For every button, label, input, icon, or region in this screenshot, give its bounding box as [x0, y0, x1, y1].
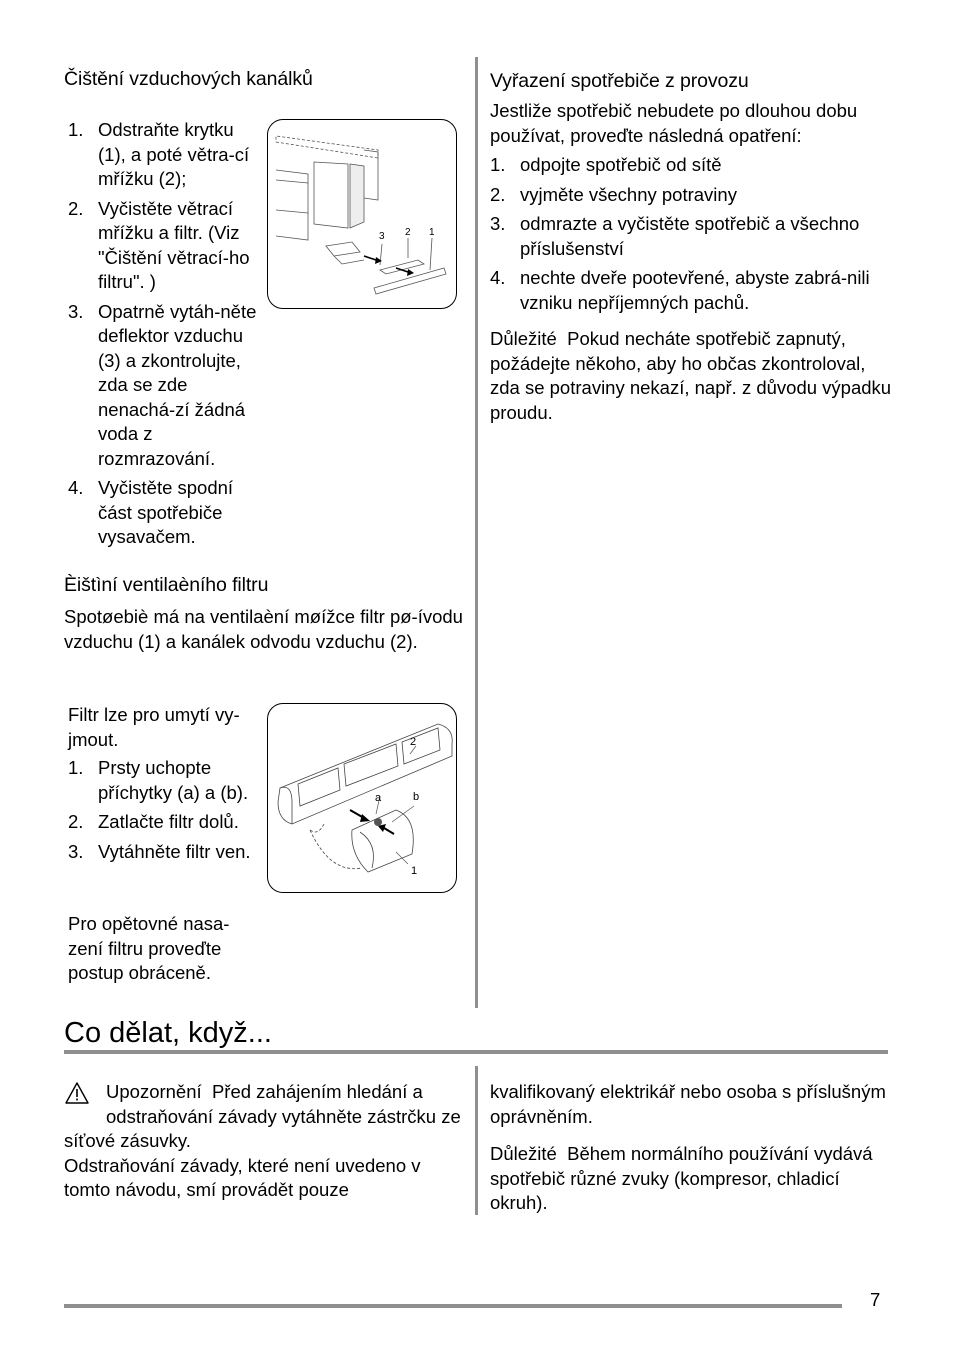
filter-figure [267, 703, 457, 893]
figure-label-1: 1 [411, 865, 418, 877]
note-text: Pokud necháte spotřebič zapnutý, požádejte někoho, aby ho občas zkontroloval, zda se potraviny nekazí, např. z důvodu výpadku proudu. [490, 328, 892, 423]
repair-paragraph: Odstraňování závady, které není uvedeno v tomto návodu, smí provádět pouze [64, 1154, 421, 1200]
figure-label-2: 2 [405, 227, 411, 238]
note-text: Během normálního používání vydává spotřebič různé zvuky (kompresor, chladicí okruh). [490, 1143, 873, 1213]
page-number: 7 [870, 1289, 881, 1310]
figure-label-2: 2 [410, 736, 417, 748]
list-item: 2. Vyčistěte větrací mřížku a filtr. (Viz "Čištění větrací-ho filtru". ) [68, 197, 250, 292]
filter-steps [64, 756, 264, 864]
footer-rule [64, 1304, 842, 1308]
air-duct-figure [267, 119, 457, 309]
figure-label-a: a [375, 792, 382, 804]
section-rule [64, 1050, 888, 1054]
filter-lead: Filtr lze pro umytí vy-jmout. [68, 704, 240, 750]
air-duct-steps [64, 118, 260, 555]
list-item: 3. Vytáhněte filtr ven. [68, 840, 251, 862]
list-item: 1. Odstraňte krytku (1), a poté větra-cí mřížku (2); [68, 119, 250, 189]
section-title-filter-cleaning: Èištìní ventilaèního filtru [64, 574, 269, 596]
repair-paragraph-continued: kvalifikovaný elektrikář nebo osoba s příslušným oprávněním. [490, 1081, 886, 1127]
column-divider [475, 57, 478, 1008]
list-item: 2. vyjměte všechny potraviny [490, 183, 737, 205]
filter-intro: Spotøebiè má na ventilaèní møížce filtr pø-ívodu vzduchu (1) a kanálek odvodu vzduchu (2). [64, 606, 463, 652]
figure-label-1: 1 [429, 227, 435, 238]
appliance-drawing [268, 120, 456, 308]
figure-label-b: b [413, 791, 420, 803]
section-title-air-ducts: Čištění vzduchových kanálků [64, 68, 313, 90]
filter-drawing [268, 704, 456, 892]
noise-note [490, 1142, 890, 1216]
list-item: 2. Zatlačte filtr dolů. [68, 811, 239, 832]
list-item: 3. odmrazte a vyčistěte spotřebič a všechno příslušenství [490, 213, 860, 259]
warning-text: odstraňování závady vytáhněte zástrčku ze síťové zásuvky. [64, 1105, 461, 1151]
important-label: Důležité [490, 328, 557, 349]
list-item: 3. Opatrně vytáh-něte deflektor vzduchu (3) a zkontrolujte, zda se zde nenachá-zí žádná voda z rozmrazování. [68, 300, 257, 469]
filter-outro: Pro opětovné nasa-zení filtru proveďte postup obráceně. [68, 913, 230, 983]
list-item: 1. odpojte spotřebič od sítě [490, 154, 722, 175]
decommission-steps [486, 153, 890, 320]
list-item: 4. Vyčistěte spodní část spotřebiče vysavačem. [68, 477, 234, 547]
decommission-note [490, 327, 892, 425]
list-item: 4. nechte dveře pootevřené, abyste zabrá-nili vzniku nepříjemných pachů. [490, 267, 870, 313]
section-title-decommission: Vyřazení spotřebiče z provozu [490, 70, 749, 92]
important-label: Důležité [490, 1143, 557, 1164]
decommission-intro: Jestliže spotřebič nebudete po dlouhou dobu používat, proveďte následná opatření: [490, 100, 858, 146]
page-section-title: Co dělat, když... [64, 1017, 272, 1049]
column-divider-lower [475, 1066, 478, 1215]
warning-block: Upozornění Před zahájením hledání a odstraňování závady vytáhněte zástrčku ze síťové zásuvky. Odstraňování závady, které není uvedeno v tomto návodu, smí provádět pouze [64, 1080, 464, 1203]
figure-label-3: 3 [379, 231, 385, 242]
warning-label: Upozornění [106, 1081, 202, 1102]
list-item: 1. Prsty uchopte příchytky (a) a (b). [68, 757, 249, 803]
